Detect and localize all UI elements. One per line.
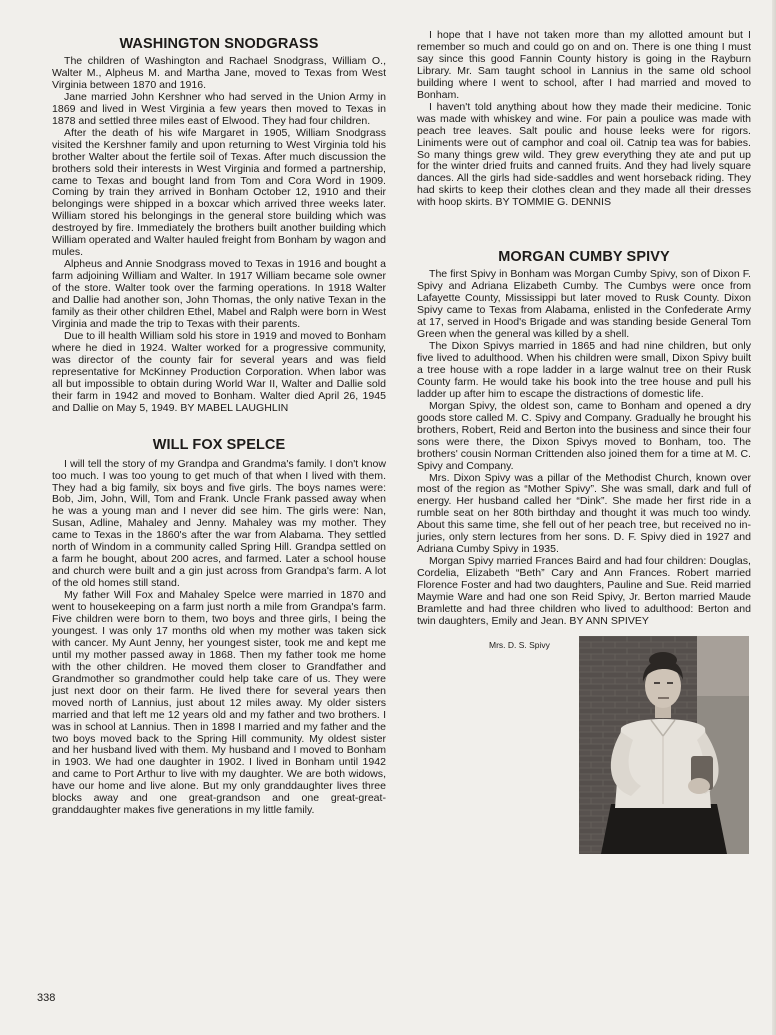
section-title: MORGAN CUMBY SPIVY bbox=[498, 249, 670, 266]
paragraph: I hope that I have not taken more than my allotted amount but I remember so much and could go on and on. There is one thing I must say since this good Fannin County history is going in the Rayburn Library. Mr. Sam taught school in Lannius in the same old school building where I went to school, after I had married and moved to Bonham. bbox=[417, 29, 751, 101]
photo-caption: Mrs. D. S. Spivy bbox=[489, 639, 550, 650]
paragraph: The Dixon Spivys married in 1865 and had nine children, but only five lived to adulthood. When his children were small, Dixon Spivy built a tree house with a rope ladder in a large walnut tree on their Rusk County farm. He would take his book into the tree house and pull his ladder up after him to escape the distractions of domestic life. bbox=[417, 340, 751, 400]
paragraph: Jane married John Kershner who had served in the Union Army in 1869 and lived in West Virginia a few years then moved to Texas in 1878 and settled three miles east of Elwood. They had four children. bbox=[52, 90, 386, 127]
section-title: WILL FOX SPELCE bbox=[152, 436, 286, 453]
scan-edge-shadow bbox=[772, 0, 776, 1035]
section-morgan-cumby-spivy bbox=[417, 249, 751, 628]
paragraph: Morgan Spivy married Frances Baird and had four children: Douglas, Cordelia, Elizabeth “Beth” Cary and Ann Frances. Robert married Florence Foster and had two daughters, Pauline and Sue. Reid married Maymie Ware and had one son Reid Spivy, Jr. Berton married Maude Bramlette and had three children who lived to adulthood: Berton and twin daughters, Emily and Jean. BY ANN SPIVEY bbox=[417, 555, 751, 627]
portrait-photo bbox=[579, 636, 749, 854]
paragraph: The children of Washington and Rachael Snodgrass, William O., Walter M., Alpheus M. and Martha Jane, moved to Texas from West Virginia between 1870 and 1916. bbox=[52, 55, 386, 91]
right-column bbox=[417, 30, 751, 866]
paragraph: Due to ill health William sold his store in 1919 and moved to Bonham where he died in 1924. Walter worked for a progressive community, was director of the county fair for several years and was field representative for McKinney Production Corporation. When labor was all but impossible to obtain during World War II, Walter and Dallie sold their farm in 1942 and moved to Bonham. Walter died April 26, 1945 and Dallie on May 5, 1949. BY MABEL LAUGHLIN bbox=[52, 329, 386, 414]
section-washington-snodgrass bbox=[52, 36, 386, 415]
paragraph: Alpheus and Annie Snodgrass moved to Texas in 1916 and bought a farm adjoining William and Walter. In 1917 William became sole owner of the store. Walter took over the farming operations. In 1918 Walter and Dallie had another son, John Thomas, the only native Texan in the family as their other children Ethel, Mabel and Ralph were born in West Virginia and made the trip to Texas with their parents. bbox=[52, 258, 386, 330]
paragraph: Mrs. Dixon Spivy was a pillar of the Methodist Church, known over most of the region as “Mother Spivy”. She was small, dark and full of energy. Her husband called her “Dink”. She made her first ride in a rumble seat on her 80th birthday and thought it was much too windy. About this same time, she fell out of her peach tree, but received no injuries, only stern lectures from her sons. D. F. Spivy died in 1927 and Adriana Cumby Spivy in 1935. bbox=[417, 471, 751, 556]
section-title: WASHINGTON SNODGRASS bbox=[119, 36, 319, 52]
paragraph: I will tell the story of my Grandpa and Grandma's family. I don't know too much. I was too young to get much of that when I lived with them. They had a big family, six boys and five girls. The boys names were: Bob, Jim, John, Will, Tom and Frank. Uncle Frank passed away when he was a young man and I never did see him. The girls were: Nan, Susan, Adline, Mahaley and Jenny. Mahaley was my mother. They came to Texas in the 1860's after the war from Alabama. They settled north of Windom in a community called Spring Hill. Grandpa settled on a farm he bought, about 200 acres, and farmed. Later a school house and church were built and a gin just across from Grandpa's farm. A lot of the old homes still stand. bbox=[52, 457, 386, 590]
left-column bbox=[52, 30, 386, 817]
portrait-illustration bbox=[579, 636, 749, 854]
section-will-fox-spelce-continued bbox=[417, 30, 751, 209]
paragraph: Morgan Spivy, the oldest son, came to Bonham and opened a dry goods store called M. C. Spivy and Company. Gradually he brought his brothers, Robert, Reid and Berton into the business and since their four sons were there, the Dixon Spivys moved to Bonham, too. The brothers' cousin Norman Crittenden also joined them for a time at M. C. Spivy and Company. bbox=[417, 399, 751, 472]
section-will-fox-spelce bbox=[52, 437, 386, 818]
paragraph: After the death of his wife Margaret in 1905, William Snodgrass visited the Kershner family and upon returning to West Virginia told his brother Walter about the fertile soil of Texas. After much discussion the brothers sold their interests in West Virginia and formed a partnership, came to Texas and bought land from Tom and Cora Word in 1909. Coming by train they arrived in Bonham October 12, 1910 and their belongings were shipped in a boxcar which arrived three weeks later. William stored his belongings in the general store building which was destroyed by fire. Immediately the brothers built another building which William operated and Walter hauled freight from Bonham by wagon and mules. bbox=[52, 126, 386, 259]
photo-block bbox=[417, 636, 751, 866]
paragraph: My father Will Fox and Mahaley Spelce were married in 1870 and went to housekeeping on a farm just north a mile from Grandpa's farm. Five children were born to them, two boys and three girls, I being the youngest. I was only 17 months old when my mother was taken sick with cancer. My Aunt Jenny, her youngest sister, took me and kept me until my mother passed away in 1868. Then my father took me home with the other children. He moved them closer to Grandfather and Grandmother so grandmother could help take care of us. They were just next door on their farm. He lived there for several years then moved north of Lannius, just about 12 miles away. My older sisters married and that left me 12 years old and my father and two brothers. I was in school at Lannius. Then in 1898 I married and my father and the two boys moved back to the Spring Hill community. My oldest sister and her husband lived with them. My husband and I moved to Bonham in 1903. We had one daughter in 1902. I lived in Bonham until 1942 and came to Port Arthur to live with my daughter. We are both widows, have our home and live alone. But my only granddaughter lives three blocks away and one great-grandson and one great-great-granddaughter makes five generations in my little family. bbox=[52, 589, 386, 817]
paragraph: The first Spivy in Bonham was Morgan Cumby Spivy, son of Dixon F. Spivy and Adriana Elizabeth Cumby. The Cumbys were once from Lafayette County, Mississippi but later moved to Rusk County. Dixon Spivy came to Texas from Alabama, enlisted in the Confederate Army at 17, served in Hood's Brigade and was standing beside General Tom Green when the general was killed by a shell. bbox=[417, 268, 751, 341]
paragraph: I haven't told anything about how they made their medicine. Tonic was made with whiskey and wine. For pain a poulice was made with peach tree leaves. Salt poulic and house leeks were for rigors. Liniments were out of camphor and coal oil. Catnip tea was for babies. So many things grew wild. They grew everything they ate and put up for the winter dried fruits and canned fruits. And they had lively square dances. All the girls had side-saddles and went horseback riding. They had skirts to keep their clothes clean and they made all their dresses with hoop skirts. BY TOMMIE G. DENNIS bbox=[417, 100, 751, 209]
page-number: 338 bbox=[37, 992, 56, 1004]
